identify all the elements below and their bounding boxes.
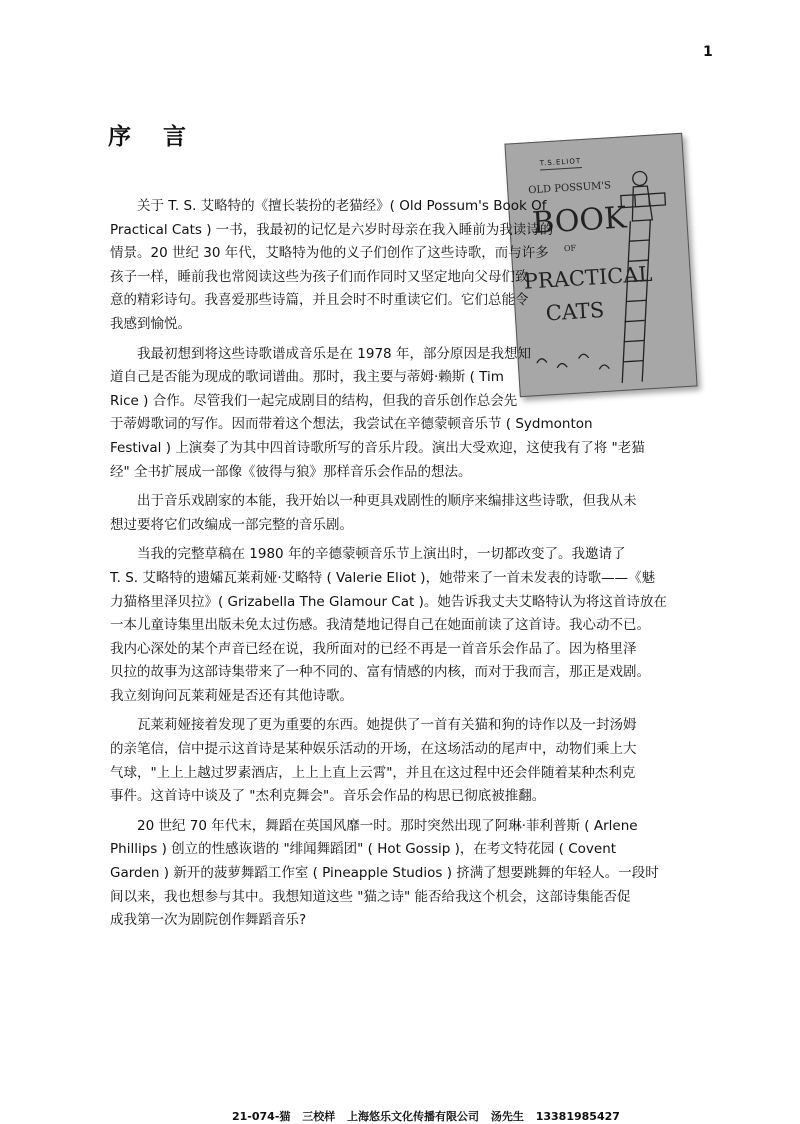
text-line: T. S. 艾略特的遗孀瓦莱莉娅·艾略特 ( Valerie Eliot )，她带来了一首未发表的诗歌——《魅 <box>110 569 656 586</box>
text-line: 出于音乐戏剧家的本能，我开始以一种更具戏剧性的顺序来编排这些诗歌，但我从未 <box>137 493 637 510</box>
book-cover-title-1: OLD POSSUM'S <box>527 180 612 197</box>
text-line: 的亲笔信，信中提示这首诗是某种娱乐活动的开场，在这场活动的尾声中，动物们乘上大 <box>110 741 637 758</box>
text-line: Rice ) 合作。尽管我们一起完成剧目的结构，但我的音乐创作总会先 <box>110 392 518 409</box>
text-line: 气球，"上上上越过罗素酒店，上上上直上云霄"，并且在这过程中还会伴随着某种杰利克 <box>110 764 636 781</box>
book-cover-title-2: BOOK <box>531 200 628 242</box>
text-line: 我立刻询问瓦莱莉娅是否还有其他诗歌。 <box>110 687 353 704</box>
text-line: Practical Cats ) 一书，我最初的记忆是六岁时母亲在我入睡前为我读诗的 <box>110 221 554 238</box>
text-line: 意的精彩诗句。我喜爱那些诗篇，并且会时不时重读它们。它们总能令 <box>110 292 529 309</box>
text-line: 经" 全书扩展成一部像《彼得与狼》那样音乐会作品的想法。 <box>110 463 472 480</box>
text-line: 成我第一次为剧院创作舞蹈音乐? <box>110 912 307 929</box>
text-line: 力猫格里泽贝拉》( Grizabella The Glamour Cat )。她告诉我丈夫艾略特认为将这首诗放在 <box>110 593 667 610</box>
text-line: 贝拉的故事为这部诗集带来了一种不同的、富有情感的内核，而对于我而言，那正是戏剧。 <box>110 664 650 681</box>
body-text <box>110 195 690 933</box>
text-line: 道自己是否能为现成的歌词谱曲。那时，我主要与蒂姆·赖斯 ( Tim <box>110 369 504 386</box>
text-line: 瓦莱莉娅接着发现了更为重要的东西。她提供了一首有关猫和狗的诗作以及一封汤姆 <box>137 717 637 734</box>
text-line: 我最初想到将这些诗歌谱成音乐是在 1978 年，部分原因是我想知 <box>137 345 531 362</box>
text-line: Garden ) 新开的菠萝舞蹈工作室 ( Pineapple Studios ) 挤满了想要跳舞的年轻人。一段时 <box>110 865 659 882</box>
print-footer: 21-074-猫 三校样 上海悠乐文化传播有限公司 汤先生 13381985427 <box>232 1110 620 1123</box>
text-line: 关于 T. S. 艾略特的《擅长装扮的老猫经》( Old Possum's Book Of <box>137 198 547 214</box>
book-cover-title-4: PRACTICAL <box>523 261 654 294</box>
text-line: Festival ) 上演奏了为其中四首诗歌所写的音乐片段。演出大受欢迎，这使我有了将 "老猫 <box>110 439 645 456</box>
text-line: 情景。20 世纪 30 年代，艾略特为他的义子们创作了这些诗歌，而与许多 <box>110 245 549 262</box>
text-line: 想过要将它们改编成一部完整的音乐剧。 <box>110 516 353 533</box>
text-line: 事件。这首诗中谈及了 "杰利克舞会"。音乐会作品的构思已彻底被推翻。 <box>110 788 546 805</box>
page-number: 1 <box>703 44 713 60</box>
text-line: Phillips ) 创立的性感诙谐的 "绯闻舞蹈团" ( Hot Gossip )，在考文特花园 ( Covent <box>110 841 617 858</box>
text-line: 间以来，我也想参与其中。我想知道这些 "猫之诗" 能否给我这个机会，这部诗集能否促 <box>110 888 631 905</box>
text-line: 一本儿童诗集里出版未免太过伤感。我清楚地记得自己在她面前读了这首诗。我心动不已。 <box>110 617 650 634</box>
text-line: 当我的完整草稿在 1980 年的辛德蒙顿音乐节上演出时，一切都改变了。我邀请了 <box>137 546 626 563</box>
page-title: 序 言 <box>108 124 199 150</box>
text-line: 孩子一样，睡前我也常阅读这些为孩子们而作同时又坚定地向父母们致 <box>110 268 529 285</box>
text-line: 我感到愉悦。 <box>110 315 191 332</box>
book-cover-title-5: CATS <box>545 297 605 326</box>
text-line: 20 世纪 70 年代末，舞蹈在英国风靡一时。那时突然出现了阿琳·菲利普斯 ( Arlene <box>137 817 638 834</box>
text-line: 于蒂姆歌词的写作。因而带着这个想法，我尝试在辛德蒙顿音乐节 ( Sydmonton <box>110 416 593 433</box>
text-line: 我内心深处的某个声音已经在说，我所面对的已经不再是一首音乐会作品了。因为格里泽 <box>110 640 637 657</box>
book-cover-title-3: OF <box>563 243 577 254</box>
book-cover-author: T.S.ELIOT <box>539 157 581 171</box>
